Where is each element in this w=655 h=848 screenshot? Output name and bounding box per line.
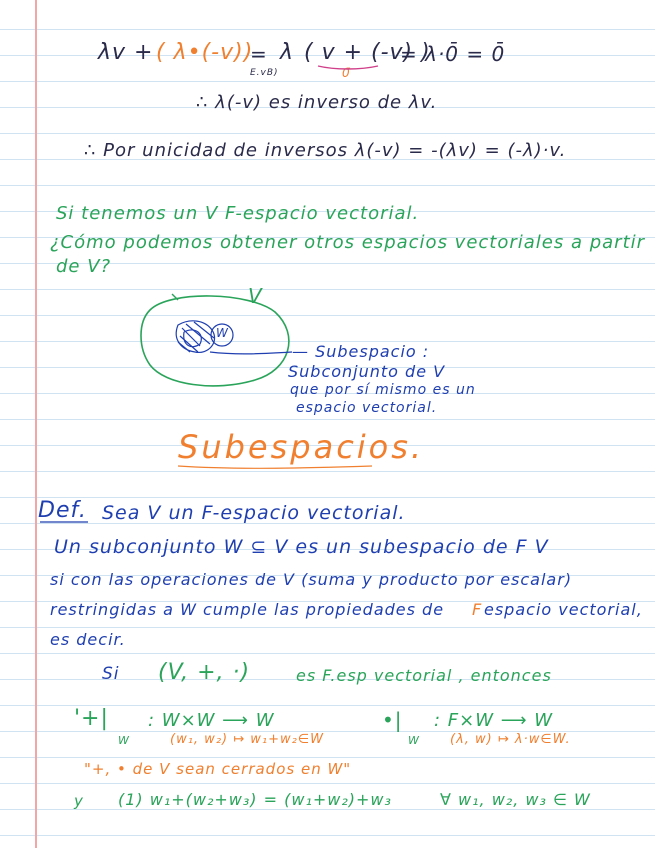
def-line-4a: restringidas a W cumple las propiedades de [50, 600, 445, 619]
op-sum-elem: (w₁, w₂) ↦ w₁+w₂∈W [170, 732, 325, 747]
def-line-3: si con las operaciones de V (suma y producto por escalar) [50, 570, 573, 589]
last-forall: ∀ w₁, w₂, w₃ ∈ W [440, 790, 591, 809]
last-associativity: (1) w₁+(w₂+w₃) = (w₁+w₂)+w₃ [118, 790, 392, 809]
title-underline [178, 466, 372, 468]
set-w-label: W [216, 326, 229, 340]
closed-note: "+, • de V sean cerrados en W" [84, 760, 352, 778]
op-scalar-map: : F×W ⟶ W [434, 710, 554, 731]
def-line-4b: espacio vectorial, [484, 600, 643, 619]
eq3: ∴ Por unicidad de inversos λ(-v) = -(λv) = (-λ)·v. [84, 140, 567, 161]
op-scalar-sub: W [408, 734, 420, 747]
def-line-2: Un subconjunto W ⊆ V es un subespacio de F V [54, 536, 549, 558]
caption-line-4: espacio vectorial. [296, 400, 438, 416]
green-line-3: de V? [56, 256, 112, 277]
title-subespacios: Subespacios. [178, 428, 425, 466]
op-sum-sub: W [118, 734, 130, 747]
set-w-scribble [176, 321, 214, 353]
caption-pointer [210, 352, 292, 354]
def-line-6-rest: es F.esp vectorial , entonces [296, 666, 552, 685]
eq1-zero-under: 0̄ [342, 66, 351, 80]
last-y: y [74, 792, 84, 810]
eq1-vsum: ( v + (-v) ) [304, 40, 431, 65]
eq2: ∴ λ(-v) es inverso de λv. [196, 92, 438, 113]
eq1-lambda: λ [280, 40, 295, 65]
eq1-equals: = [250, 42, 268, 66]
caption-line-2: Subconjunto de V [288, 362, 446, 381]
def-line-6-structure: (V, +, ·) [158, 660, 251, 685]
def-line-4-fletter: F [472, 600, 483, 619]
def-line-6-si: Si [102, 664, 120, 684]
eq1-rhs: = λ·0̄ = 0̄ [400, 42, 506, 66]
op-sum-map: : W×W ⟶ W [148, 710, 275, 731]
caption-line-3: que por sí mismo es un [290, 382, 476, 398]
op-scalar-elem: (λ, w) ↦ λ·w∈W. [450, 732, 571, 747]
set-v-label: V [248, 284, 263, 308]
green-line-1: Si tenemos un V F-espacio vectorial. [56, 203, 420, 224]
eq1-lhs: λv + [98, 40, 154, 65]
underline-vsum [318, 66, 378, 69]
caption-line-1: — Subespacio : [292, 342, 430, 361]
op-scalar-symbol: •| [382, 708, 403, 732]
green-line-2: ¿Cómo podemos obtener otros espacios vectoriales a partir [50, 232, 646, 253]
eq1-paren: ( λ•(-v)) [156, 40, 254, 65]
eq1-equals-sub: E.vB) [250, 68, 279, 78]
op-sum-symbol: '+| [74, 706, 109, 731]
def-line-1: Sea V un F-espacio vectorial. [102, 502, 406, 524]
def-label: Def. [38, 498, 87, 523]
def-line-5: es decir. [50, 630, 126, 649]
